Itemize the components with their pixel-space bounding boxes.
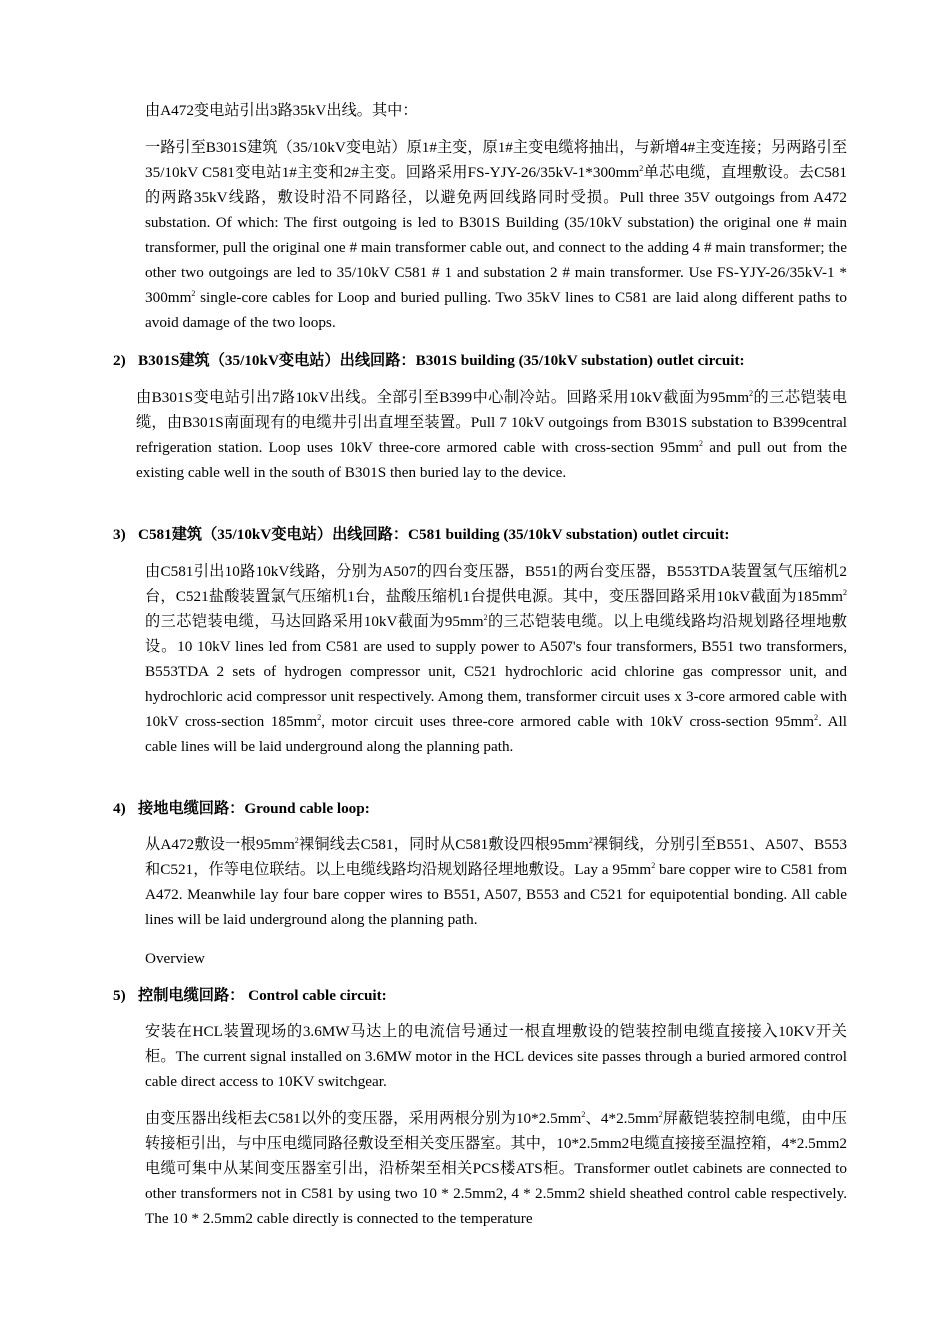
superscript: 2	[191, 289, 196, 298]
text-run: 由B301S变电站引出7路10kV出线。全部引至B399中心制冷站。回路采用10kV截面为95mm	[136, 389, 750, 406]
heading-text: B301S建筑（35/10kV变电站）出线回路：B301S building (35/10kV substation) outlet circuit:	[138, 352, 745, 369]
heading-text: 接地电缆回路：Ground cable loop:	[138, 800, 370, 817]
transformer-control-paragraph	[145, 1106, 847, 1231]
section-heading-4	[113, 796, 370, 821]
superscript: 2	[317, 713, 322, 722]
text-run: . All cable lines will be laid underground along the planning path.	[145, 713, 847, 755]
text-run: 的三芯铠装电缆，马达回路采用10kV截面为95mm	[145, 613, 484, 630]
text-run: 裸铜线，分别引至B551、A507、B553和C521，作等电位联结。以上电缆线路均沿规划路径埋地敷设。Lay a 95mm	[145, 836, 847, 878]
text-run: 单芯电缆，直埋敷设。去C581的两路35kV线路，敷设时沿不同路径，以避免两回线路同时受损。Pull three 35V outgoings from A472 substation. Of which: The first outgoing is led to B301S Building (35/10kV substation) the original one # main transformer, pull the original one # main transformer cable out, and connect to the adding 4 # main transformer; the other two outgoings are led to 35/10kV C581 # 1 and substation 2 # main transformer. Use FS-YJY-26/35kV-1 * 300mm	[145, 164, 847, 306]
text-run: 一路引至B301S建筑（35/10kV变电站）原1#主变，原1#主变电缆将抽出，与新增4#主变连接；另两路引至35/10kV C581变电站1#主变和2#主变。回路采用FS-YJY-26/35kV-1*300mm	[145, 139, 848, 181]
superscript: 2	[814, 713, 819, 722]
text-run: 的三芯铠装电缆。以上电缆线路均沿规划路径埋地敷设。10 10kV lines led from C581 are used to supply power to A507's four transformers, B551 two transformers, B553TDA 2 sets of hydrogen compressor unit, C521 hydrochloric acid chlorine gas compressor unit, and hydrochloric acid compressor unit respectively. Among them, transformer circuit uses x 3-core armored cable with 10kV cross-section 185mm	[145, 613, 847, 730]
heading-number: 3)	[113, 526, 126, 543]
text-run: 从A472敷设一根95mm	[145, 836, 295, 853]
text-run: 、4*2.5mm	[585, 1110, 659, 1127]
superscript: 2	[294, 836, 299, 845]
heading-number: 2)	[113, 352, 126, 369]
heading-text: C581建筑（35/10kV变电站）出线回路：C581 building (35/10kV substation) outlet circuit:	[138, 526, 730, 543]
b301s-outlet-paragraph	[136, 385, 847, 485]
superscript: 2	[639, 164, 644, 173]
superscript: 2	[749, 389, 754, 398]
ground-cable-paragraph	[145, 832, 847, 932]
text-run: 由C581引出10路10kV线路，分别为A507的四台变压器，B551的两台变压器，B553TDA装置氢气压缩机2台，C521盐酸装置氯气压缩机1台，盐酸压缩机1台提供电源。其中，变压器回路采用10kV截面为185mm	[145, 563, 847, 605]
text-run: , motor circuit uses three-core armored cable with 10kV cross-section 95mm	[321, 713, 815, 730]
control-cable-paragraph: 安装在HCL装置现场的3.6MW马达上的电流信号通过一根直埋敷设的铠装控制电缆直接接入10KV开关柜。The current signal installed on 3.6MW motor in the HCL devices site passes through a buried armored control cable direct access to 10KV switchgear.	[145, 1023, 847, 1090]
text-run: single-core cables for Loop and buried pulling. Two 35kV lines to C581 are laid along different paths to avoid damage of the two loops.	[145, 289, 847, 331]
text-run: and pull out from the existing cable well in the south of B301S then buried lay to the device.	[136, 439, 847, 481]
overview-label: Overview	[145, 950, 205, 967]
outgoing-35kv-paragraph	[145, 135, 847, 335]
superscript: 2	[699, 439, 704, 448]
section-heading-2	[113, 348, 745, 373]
superscript: 2	[843, 588, 847, 597]
heading-text: 控制电缆回路： Control cable circuit:	[138, 987, 387, 1004]
c581-outlet-paragraph	[145, 559, 847, 759]
section-heading-5	[113, 983, 387, 1008]
heading-number: 4)	[113, 800, 126, 817]
superscript: 2	[581, 1110, 586, 1119]
text-run: bare copper wire to C581 from A472. Meanwhile lay four bare copper wires to B551, A507, B553 and C521 for equipotential bonding. All cable lines will be laid underground along the planning path.	[145, 861, 848, 928]
superscript: 2	[588, 836, 593, 845]
text-run: 裸铜线去C581，同时从C581敷设四根95mm	[298, 836, 589, 853]
section-heading-3	[113, 522, 729, 547]
text-run: 的三芯铠装电缆，由B301S南面现有的电缆井引出直埋至装置。Pull 7 10kV outgoings from B301S substation to B399central refrigeration station. Loop uses 10kV three-core armored cable with cross-section 95mm	[136, 389, 848, 456]
superscript: 2	[483, 613, 488, 622]
superscript: 2	[651, 861, 656, 870]
text-run: 由变压器出线柜去C581以外的变压器，采用两根分别为10*2.5mm	[145, 1110, 582, 1127]
heading-number: 5)	[113, 987, 126, 1004]
text-run: 屏蔽铠装控制电缆，由中压转接柜引出，与中压电缆同路径敷设至相关变压器室。其中，10*2.5mm2电缆直接接至温控箱，4*2.5mm2电缆可集中从某间变压器室引出，沿桥架至相关PCS楼ATS柜。Transformer outlet cabinets are connected to other transformers not in C581 by using two 10 * 2.5mm2, 4 * 2.5mm2 shield sheathed control cable respectively. The 10 * 2.5mm2 cable directly is connected to the temperature	[145, 1110, 847, 1227]
intro-paragraph: 由A472变电站引出3路35kV出线。其中：	[145, 102, 418, 119]
superscript: 2	[658, 1110, 663, 1119]
